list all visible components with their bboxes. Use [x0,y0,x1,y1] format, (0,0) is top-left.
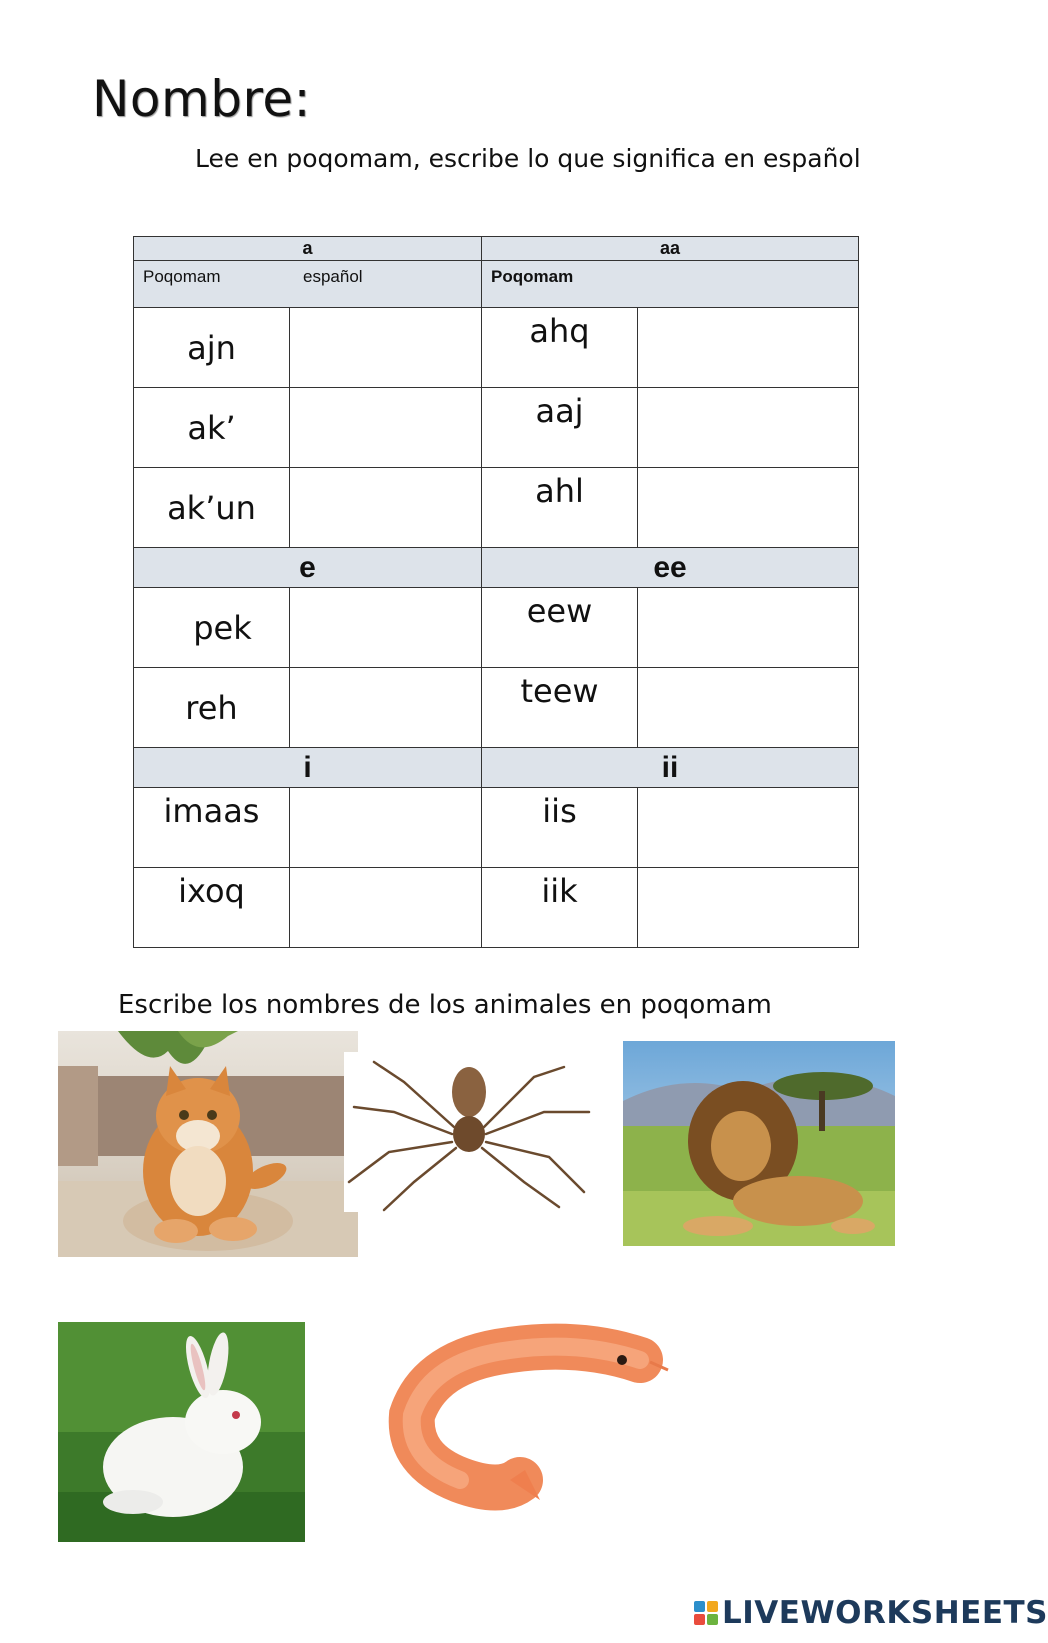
header-letter-a: a [134,237,482,261]
answer-cell[interactable] [290,388,482,468]
lion-image [623,1041,895,1246]
brand-logo [694,1595,1048,1631]
cat-image [58,1031,358,1257]
word-left: ixoq [178,872,245,910]
section-letter-ii: ii [482,748,859,788]
answer-cell[interactable] [638,788,859,868]
answer-cell[interactable] [638,468,859,548]
word-left: ak’un [167,488,256,527]
instruction-translate: Lee en poqomam, escribe lo que significa en español [195,144,861,173]
header-poqomam-left: Poqomam [143,267,221,286]
table-row [134,468,859,548]
word-left: imaas [163,792,260,830]
table-row [134,308,859,388]
header-letter-aa: aa [482,237,859,261]
header-poqomam-right: Poqomam [491,267,574,286]
brand-name: LIVEWORKSHEETS [722,1595,1048,1631]
table-row [134,788,859,868]
word-left: reh [185,688,238,727]
header-left-columns [134,261,482,308]
word-right: eew [526,592,593,630]
answer-cell[interactable] [638,668,859,748]
table-row [134,588,859,668]
answer-cell[interactable] [638,388,859,468]
word-left: ajn [187,328,236,367]
section-letter-ee: ee [482,548,859,588]
word-right: iik [541,872,578,910]
table-row [134,868,859,948]
section-header-i [134,748,859,788]
table-header-columns [134,261,859,308]
section-letter-e: e [134,548,482,588]
vocabulary-table [133,236,859,948]
word-left: ak’ [187,408,236,447]
rabbit-image [58,1322,305,1542]
page-title: Nombre: [92,70,312,128]
answer-cell[interactable] [638,308,859,388]
word-right: ahq [529,312,590,350]
answer-cell[interactable] [290,788,482,868]
word-right: teew [520,672,599,710]
word-right: iis [542,792,577,830]
word-right: ahl [535,472,584,510]
answer-cell[interactable] [290,588,482,668]
header-espanol: español [303,267,363,286]
answer-cell[interactable] [290,668,482,748]
header-right-columns [482,261,859,308]
answer-cell[interactable] [638,588,859,668]
shrimp-image [400,1340,670,1510]
section-letter-i: i [134,748,482,788]
table-row [134,668,859,748]
section-header-e [134,548,859,588]
word-right: aaj [535,392,584,430]
answer-cell[interactable] [290,468,482,548]
spider-image [344,1052,594,1212]
answer-cell[interactable] [638,868,859,948]
table-header-letters [134,237,859,261]
liveworksheets-icon [694,1601,718,1625]
word-left: pek [193,608,252,647]
answer-cell[interactable] [290,868,482,948]
table-row [134,388,859,468]
instruction-animals: Escribe los nombres de los animales en poqomam [118,990,772,1020]
answer-cell[interactable] [290,308,482,388]
